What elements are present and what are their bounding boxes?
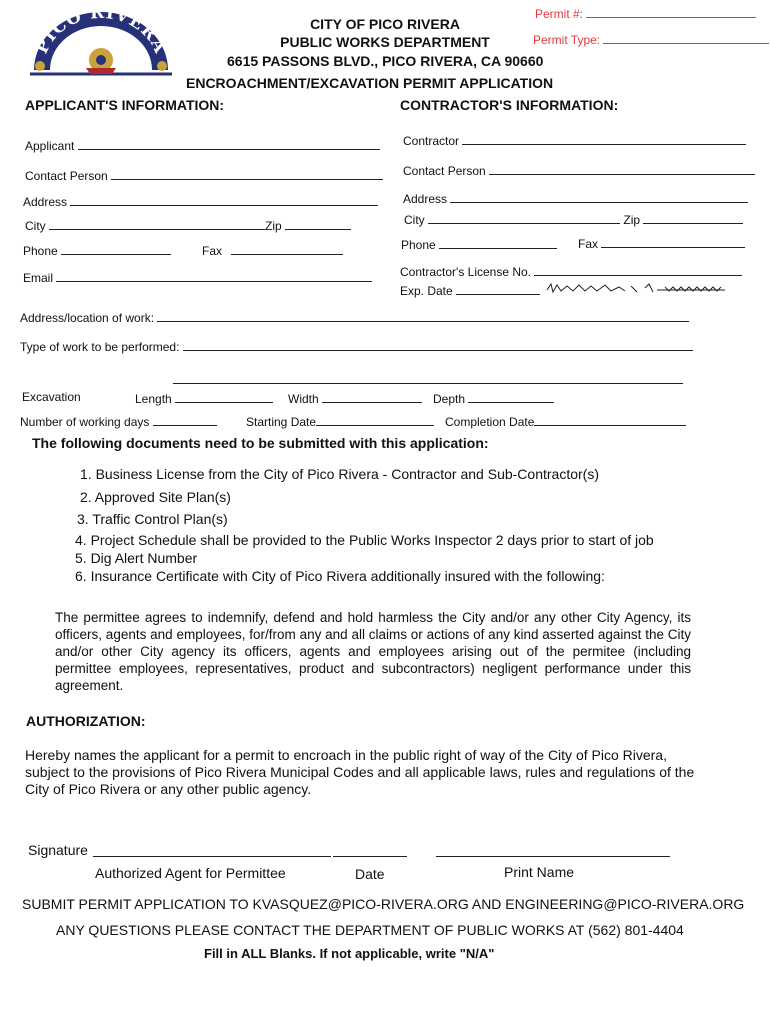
contractor-contact-label: Contact Person <box>403 164 486 178</box>
starting-date-row <box>246 413 434 429</box>
document-item: 3. Traffic Control Plan(s) <box>77 511 228 527</box>
length-label: Length <box>135 392 172 406</box>
scribble-graphic <box>545 282 730 294</box>
applicant-field[interactable] <box>78 137 380 150</box>
permit-type-row <box>533 33 769 47</box>
print-name-field[interactable] <box>436 842 670 857</box>
documents-heading: The following documents need to be submitted with this application: <box>32 435 489 451</box>
contractor-row <box>403 132 746 148</box>
contractor-exp-label: Exp. Date <box>400 284 453 298</box>
applicant-phone-row <box>23 242 171 258</box>
applicant-phone-label: Phone <box>23 244 58 258</box>
applicant-contact-row <box>25 167 383 183</box>
document-item: 1. Business License from the City of Pico Rivera - Contractor and Sub-Contractor(s) <box>80 466 599 482</box>
applicant-phone-field[interactable] <box>61 242 171 255</box>
work-type-field-2[interactable] <box>173 373 683 384</box>
authorization-text: Hereby names the applicant for a permit to encroach in the public right of way of the City of Pico Rivera, subject to the provisions of Pico Rivera Municipal Codes and all applicable laws, rules and regulations of the City of Pico Rivera or any other public agency. <box>25 747 695 797</box>
contractor-exp-field[interactable] <box>456 282 540 295</box>
scribbled-mark <box>545 281 730 293</box>
applicant-fax-row <box>202 242 343 258</box>
work-type-field[interactable] <box>183 338 693 351</box>
width-field[interactable] <box>322 390 422 403</box>
contractor-city-row <box>404 211 743 227</box>
logo-graphic <box>26 8 176 88</box>
city-seal-logo <box>26 8 176 88</box>
depth-label: Depth <box>433 392 466 406</box>
permit-number-label: Permit #: <box>535 7 584 21</box>
applicant-email-row <box>23 269 372 285</box>
depth-field[interactable] <box>468 390 554 403</box>
contractor-license-row <box>400 263 742 279</box>
contractor-fax-field[interactable] <box>601 235 745 248</box>
authorization-heading: AUTHORIZATION: <box>26 713 146 729</box>
applicant-city-field[interactable] <box>49 217 265 230</box>
completion-date-label: Completion Date <box>445 415 535 429</box>
signature-label: Signature <box>28 842 88 858</box>
fill-instructions: Fill in ALL Blanks. If not applicable, write "N/A" <box>204 946 495 961</box>
working-days-row <box>20 413 217 429</box>
document-item: 4. Project Schedule shall be provided to the Public Works Inspector 2 days prior to start of job <box>75 532 654 548</box>
starting-date-label: Starting Date <box>246 415 317 429</box>
contractor-zip-label: Zip <box>623 213 641 227</box>
applicant-zip-field[interactable] <box>285 217 351 230</box>
depth-row <box>433 390 554 406</box>
excavation-label: Excavation <box>22 390 81 404</box>
document-item: 2. Approved Site Plan(s) <box>80 489 231 505</box>
working-days-field[interactable] <box>153 413 217 426</box>
width-row <box>288 390 422 406</box>
document-item: 6. Insurance Certificate with City of Pico Rivera additionally insured with the following: <box>75 568 605 584</box>
header-city: CITY OF PICO RIVERA <box>310 16 460 32</box>
applicant-address-row <box>23 193 378 209</box>
document-item: 5. Dig Alert Number <box>75 550 198 566</box>
contractor-city-label: City <box>404 213 425 227</box>
work-location-label: Address/location of work: <box>20 311 155 325</box>
width-label: Width <box>288 392 319 406</box>
applicant-contact-label: Contact Person <box>25 169 108 183</box>
work-type-row <box>20 338 693 354</box>
applicant-label: Applicant <box>25 139 75 153</box>
applicant-section-title: APPLICANT'S INFORMATION: <box>25 97 225 113</box>
applicant-fax-label: Fax <box>202 244 223 258</box>
applicant-email-field[interactable] <box>56 269 372 282</box>
applicant-row <box>25 137 380 153</box>
work-type-label: Type of work to be performed: <box>20 340 180 354</box>
permit-number-row <box>535 7 756 21</box>
working-days-label: Number of working days <box>20 415 150 429</box>
permit-type-field[interactable] <box>603 33 769 44</box>
header-address: 6615 PASSONS BLVD., PICO RIVERA, CA 90660 <box>227 53 544 69</box>
contractor-fax-row <box>578 235 745 251</box>
header-department: PUBLIC WORKS DEPARTMENT <box>280 34 490 50</box>
contractor-license-field[interactable] <box>534 263 742 276</box>
contractor-field[interactable] <box>462 132 746 145</box>
completion-date-row <box>445 413 686 429</box>
signature-field[interactable] <box>93 842 331 857</box>
applicant-city-label: City <box>25 219 46 233</box>
applicant-city-row <box>25 217 351 233</box>
permit-type-label: Permit Type: <box>533 33 601 47</box>
contractor-fax-label: Fax <box>578 237 599 251</box>
contractor-address-label: Address <box>403 192 448 206</box>
work-location-row <box>20 309 689 325</box>
contractor-section-title: CONTRACTOR'S INFORMATION: <box>400 97 619 113</box>
contractor-phone-row <box>401 236 557 252</box>
print-name-label: Print Name <box>504 864 575 880</box>
contractor-phone-label: Phone <box>401 238 436 252</box>
date-label: Date <box>355 866 385 882</box>
contractor-contact-row <box>403 162 755 178</box>
submit-instructions: SUBMIT PERMIT APPLICATION TO KVASQUEZ@PICO-RIVERA.ORG AND ENGINEERING@PICO-RIVERA.ORG <box>22 896 745 912</box>
contractor-contact-field[interactable] <box>489 162 755 175</box>
logo-text: PICO RIVERA <box>31 8 171 57</box>
applicant-address-field[interactable] <box>70 193 378 206</box>
contractor-city-field[interactable] <box>428 211 620 224</box>
applicant-contact-field[interactable] <box>111 167 383 180</box>
contact-instructions: ANY QUESTIONS PLEASE CONTACT THE DEPARTMENT OF PUBLIC WORKS AT (562) 801-4404 <box>56 922 684 938</box>
applicant-zip-label: Zip <box>265 219 282 233</box>
contractor-phone-field[interactable] <box>439 236 557 249</box>
header-form-title: ENCROACHMENT/EXCAVATION PERMIT APPLICATION <box>186 75 554 91</box>
work-location-field[interactable] <box>157 309 689 322</box>
applicant-fax-field[interactable] <box>231 242 343 255</box>
contractor-zip-field[interactable] <box>643 211 743 224</box>
length-field[interactable] <box>175 390 273 403</box>
contractor-exp-row <box>400 282 540 298</box>
applicant-address-label: Address <box>23 195 68 209</box>
completion-date-field[interactable] <box>534 413 686 426</box>
contractor-license-label: Contractor's License No. <box>400 265 532 279</box>
contractor-address-field[interactable] <box>450 190 748 203</box>
indemnity-paragraph: The permittee agrees to indemnify, defend and hold harmless the City and/or any other City Agency, its officers, agents and employees, for/from any and all claims or actions of any kind asserted against the City and/or other City agency its officers, agents and employees arising out of the permitee (including permittee employees, representatives, product and subcontractors) negligent performance under this agreement. <box>55 610 691 693</box>
length-row <box>135 390 273 406</box>
contractor-label: Contractor <box>403 134 460 148</box>
date-field[interactable] <box>333 842 407 857</box>
starting-date-field[interactable] <box>316 413 434 426</box>
contractor-address-row <box>403 190 748 206</box>
permit-number-field[interactable] <box>586 7 756 18</box>
applicant-email-label: Email <box>23 271 54 285</box>
authorized-agent-label: Authorized Agent for Permittee <box>95 865 286 881</box>
